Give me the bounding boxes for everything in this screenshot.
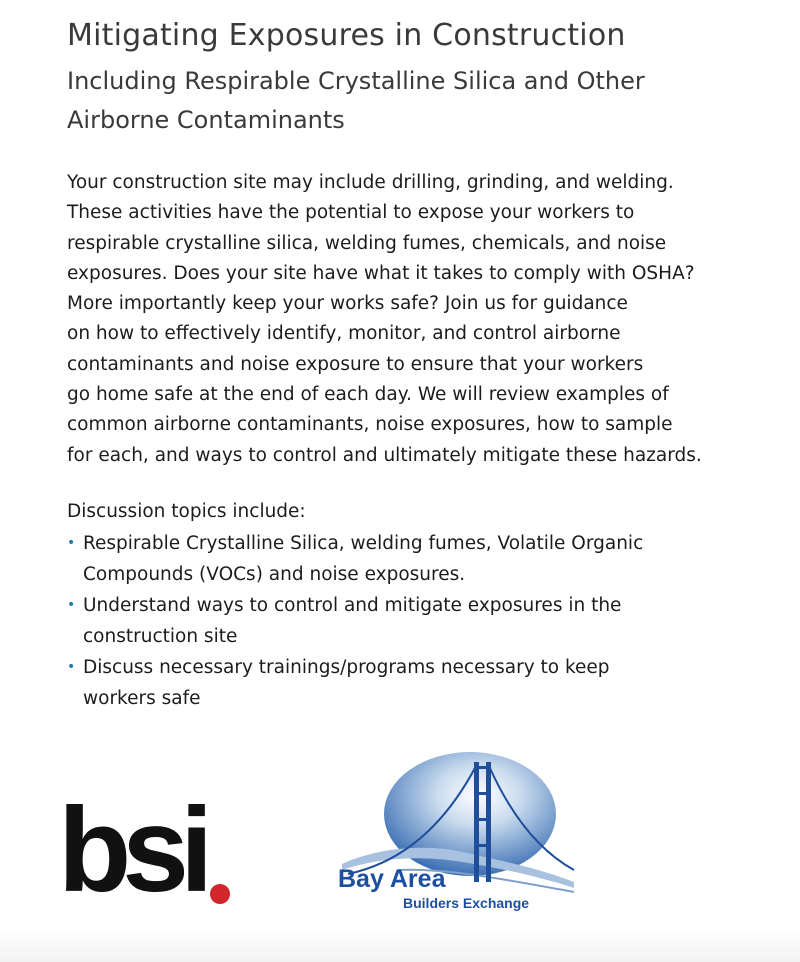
- intro-line: go home safe at the end of each day. We will review examples of: [67, 384, 669, 406]
- bay-area-logo-name: Bay Area: [338, 865, 446, 893]
- topics-heading: Discussion topics include:: [67, 501, 306, 522]
- list-item: [67, 652, 767, 714]
- subtitle-line: Airborne Contaminants: [67, 106, 345, 134]
- intro-line: More importantly keep your works safe? Join us for guidance: [67, 293, 628, 315]
- intro-paragraph: [67, 168, 787, 471]
- bullet-icon: •: [67, 659, 76, 675]
- topic-line: workers safe: [83, 688, 201, 709]
- bullet-icon: •: [67, 597, 76, 613]
- list-item: [67, 528, 767, 590]
- intro-line: for each, and ways to control and ultimately mitigate these hazards.: [67, 444, 702, 466]
- intro-line: common airborne contaminants, noise exposures, how to sample: [67, 414, 673, 436]
- list-item: [67, 590, 767, 652]
- topic-line: Respirable Crystalline Silica, welding fumes, Volatile Organic: [83, 533, 644, 554]
- intro-line: contaminants and noise exposure to ensure that your workers: [67, 353, 644, 375]
- topic-line: Discuss necessary trainings/programs necessary to keep: [83, 657, 610, 678]
- topic-line: Compounds (VOCs) and noise exposures.: [83, 564, 466, 585]
- topic-line: Understand ways to control and mitigate exposures in the: [83, 595, 622, 616]
- topic-line: construction site: [83, 626, 238, 647]
- bsi-logo: bsi: [58, 783, 205, 917]
- bay-area-builders-exchange-logo: [338, 752, 578, 917]
- page-subtitle: [67, 62, 767, 140]
- bsi-logo-dot: [210, 884, 230, 904]
- topics-list: [67, 528, 767, 714]
- bullet-icon: •: [67, 535, 76, 551]
- intro-line: exposures. Does your site have what it takes to comply with OSHA?: [67, 262, 695, 284]
- intro-line: on how to effectively identify, monitor, and control airborne: [67, 323, 621, 345]
- intro-line: Your construction site may include drilling, grinding, and welding.: [67, 172, 674, 193]
- bay-area-logo-subname: Builders Exchange: [403, 895, 530, 911]
- intro-line: These activities have the potential to expose your workers to: [67, 202, 635, 224]
- subtitle-line: Including Respirable Crystalline Silica and Other: [67, 67, 645, 95]
- intro-line: respirable crystalline silica, welding fumes, chemicals, and noise: [67, 232, 667, 254]
- page-title: Mitigating Exposures in Construction: [67, 18, 626, 53]
- page-bottom-edge: [0, 930, 800, 962]
